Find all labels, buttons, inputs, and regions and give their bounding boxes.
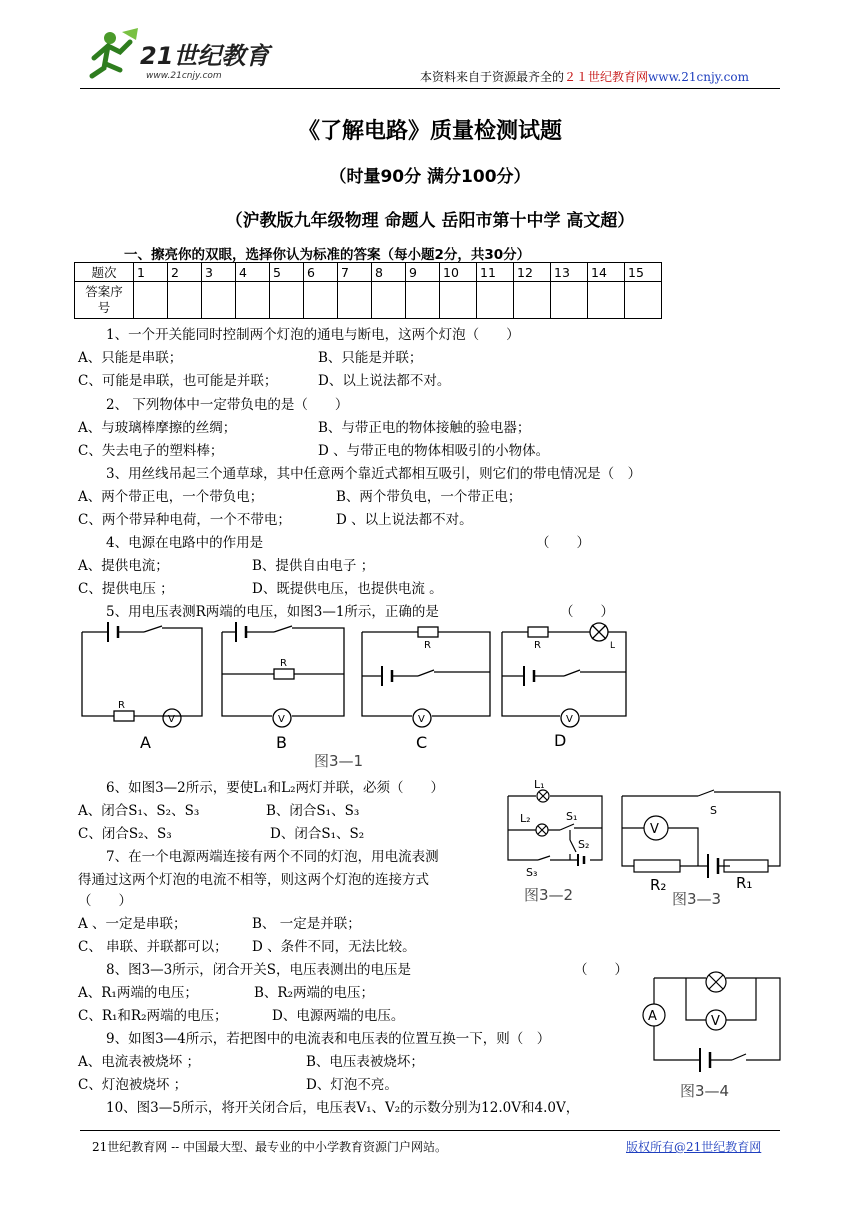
option: C、提供电压 ；	[78, 581, 174, 597]
answer-table-num: 5	[270, 263, 304, 282]
answer-table-num: 8	[372, 263, 406, 282]
meter-label: V	[711, 1014, 720, 1029]
option: A、R₁两端的电压；	[78, 985, 198, 1001]
page-subtitle-time: （时量90分 满分100分）	[329, 167, 531, 187]
question-7-line-1: 7、在一个电源两端连接有两个不同的灯泡，用电流表测	[106, 849, 439, 865]
answer-table-num: 15	[625, 263, 662, 282]
header-divider	[80, 88, 780, 89]
component-label: S₂	[578, 838, 590, 851]
answer-cell[interactable]	[134, 282, 168, 319]
option: D、闭合S₁、S₂	[270, 826, 365, 842]
resistor-icon	[274, 669, 294, 679]
component-label: S₃	[526, 866, 538, 879]
question-9: 9、如图3—4所示，若把图中的电流表和电压表的位置互换一下，则（ ）	[106, 1031, 551, 1047]
component-label: L₂	[520, 812, 531, 825]
meter-label: A	[648, 1009, 657, 1024]
figure-caption: 图3—4	[680, 1082, 730, 1100]
component-label: R₂	[650, 876, 667, 894]
meter-label: V	[650, 822, 659, 837]
option: C、灯泡被烧坏 ；	[78, 1077, 188, 1093]
option: B、提供自由电子 ；	[252, 558, 375, 574]
answer-table-answer-head: 答案序 号	[75, 282, 134, 319]
option: B、只能是并联；	[318, 350, 423, 366]
answer-table-num: 7	[338, 263, 372, 282]
answer-cell[interactable]	[236, 282, 270, 319]
option: D 、条件不同，无法比较。	[252, 939, 416, 955]
question-7-paren: （ ）	[78, 893, 132, 909]
runner-icon	[92, 28, 138, 76]
option: C、 串联、并联都可以；	[78, 939, 228, 955]
answer-table	[74, 262, 662, 319]
footer-copyright-link[interactable]: 版权所有@21世纪教育网	[626, 1140, 762, 1154]
answer-cell[interactable]	[588, 282, 625, 319]
option: A、与玻璃棒摩擦的丝绸；	[78, 420, 237, 436]
source-site-link[interactable]: www.21cnjy.com	[648, 70, 749, 84]
option: B、两个带负电，一个带正电；	[336, 489, 522, 505]
question-3: 3、用丝线吊起三个通草球，其中任意两个靠近式都相互吸引，则它们的带电情况是（ ）	[106, 466, 642, 482]
answer-table-answer-row	[75, 282, 662, 319]
footer-left: 21世纪教育网 -- 中国最大型、最专业的中小学教育资源门户网站。	[92, 1140, 448, 1154]
question-5: 5、用电压表测R两端的电压，如图3—1所示，正确的是	[106, 604, 439, 620]
page-title: 《了解电路》质量检测试题	[297, 119, 562, 144]
answer-table-num: 14	[588, 263, 625, 282]
resistor-icon	[634, 860, 680, 872]
header-source	[420, 68, 749, 85]
footer-divider	[80, 1130, 780, 1131]
question-5-paren: （ ）	[560, 604, 614, 620]
question-7-line-2: 得通过这两个灯泡的电流不相等，则这两个灯泡的连接方式	[78, 872, 429, 888]
component-label: S	[710, 804, 717, 817]
option-label: B	[276, 733, 287, 752]
option: D、电源两端的电压。	[272, 1008, 405, 1024]
figure-caption: 图3—1	[314, 752, 364, 770]
resistor-label: R	[280, 658, 287, 669]
meter-label: V	[418, 714, 425, 725]
answer-table-num: 1	[134, 263, 168, 282]
option: A、两个带正电，一个带负电；	[78, 489, 264, 505]
answer-table-header-row	[75, 263, 662, 282]
resistor-icon	[114, 711, 134, 721]
meter-label: V	[168, 714, 175, 725]
switch-icon	[732, 1054, 746, 1060]
option: C、失去电子的塑料棒；	[78, 443, 224, 459]
answer-table-num: 11	[477, 263, 514, 282]
option: D、以上说法都不对。	[318, 373, 451, 389]
figure-caption: 图3—2	[524, 886, 574, 904]
circuit-a	[82, 622, 202, 727]
answer-cell[interactable]	[406, 282, 440, 319]
resistor-label: R	[534, 640, 541, 651]
answer-cell[interactable]	[551, 282, 588, 319]
answer-cell[interactable]	[338, 282, 372, 319]
option: D、既提供电压，也提供电流 。	[252, 581, 443, 597]
figure-3-3	[616, 784, 786, 910]
source-brand: ２１世纪教育网	[564, 70, 649, 84]
option: A、闭合S₁、S₂、S₃	[78, 803, 200, 819]
option: B、闭合S₁、S₃	[266, 803, 360, 819]
option: C、闭合S₂、S₃	[78, 826, 172, 842]
switch-icon	[570, 840, 576, 852]
figure-caption: 图3—3	[672, 890, 722, 908]
resistor-icon	[418, 627, 438, 637]
answer-table-num: 9	[406, 263, 440, 282]
option-label: D	[554, 731, 567, 750]
answer-cell[interactable]	[168, 282, 202, 319]
section-heading: 一、擦亮你的双眼，选择你认为标准的答案（每小题2分，共30分）	[124, 247, 531, 263]
answer-table-num: 6	[304, 263, 338, 282]
answer-cell[interactable]	[514, 282, 551, 319]
component-label: L₁	[534, 778, 545, 791]
switch-icon	[560, 824, 574, 830]
figure-3-4	[630, 964, 790, 1108]
option: C、两个带异种电荷，一个不带电；	[78, 512, 291, 528]
figure-3-1	[78, 616, 638, 776]
answer-cell[interactable]	[477, 282, 514, 319]
meter-label: V	[566, 714, 573, 725]
answer-table-num: 2	[168, 263, 202, 282]
resistor-icon	[528, 627, 548, 637]
circuit-b	[222, 622, 344, 727]
answer-cell[interactable]	[625, 282, 662, 319]
meter-label: V	[278, 714, 285, 725]
option: A、提供电流；	[78, 558, 169, 574]
option: D 、与带正电的物体相吸引的小物体。	[318, 443, 550, 459]
option: D、灯泡不亮。	[306, 1077, 398, 1093]
resistor-label: R	[424, 640, 431, 651]
option-label: A	[140, 733, 151, 752]
resistor-label: R	[118, 700, 125, 711]
logo-text: 21世纪教育	[140, 42, 270, 70]
question-10: 10、图3—5所示，将开关闭合后，电压表V₁、V₂的示数分别为12.0V和4.0V，	[106, 1100, 580, 1116]
figure-3-2	[498, 776, 616, 910]
answer-table-head: 题次	[75, 263, 134, 282]
site-logo	[86, 24, 286, 86]
option: B、与带正电的物体接触的验电器；	[318, 420, 531, 436]
question-8-paren: （ ）	[574, 962, 628, 978]
resistor-icon	[724, 860, 768, 872]
question-2: 2、 下列物体中一定带负电的是（ ）	[106, 397, 349, 413]
logo-url: www.21cnjy.com	[146, 71, 222, 81]
switch-icon	[698, 790, 714, 796]
answer-cell[interactable]	[372, 282, 406, 319]
page-subtitle-author: （沪教版九年级物理 命题人 岳阳市第十中学 高文超）	[225, 211, 635, 231]
answer-table-num: 10	[440, 263, 477, 282]
option: C、R₁和R₂两端的电压；	[78, 1008, 228, 1024]
component-label: R₁	[736, 874, 753, 892]
option-label: C	[416, 733, 428, 752]
question-8: 8、图3—3所示，闭合开关S，电压表测出的电压是	[106, 962, 412, 978]
option: D 、以上说法都不对。	[336, 512, 473, 528]
answer-table-num: 12	[514, 263, 551, 282]
answer-table-num: 13	[551, 263, 588, 282]
question-4-paren: （ ）	[536, 535, 590, 551]
lamp-label: L	[610, 641, 616, 651]
question-1: 1、一个开关能同时控制两个灯泡的通电与断电，这两个灯泡（ ）	[106, 327, 520, 343]
option: A、电流表被烧坏 ；	[78, 1054, 201, 1070]
answer-cell[interactable]	[270, 282, 304, 319]
option: C、可能是串联，也可能是并联；	[78, 373, 278, 389]
answer-cell[interactable]	[440, 282, 477, 319]
option: A 、一定是串联；	[78, 916, 187, 932]
option: B、 一定是并联；	[252, 916, 361, 932]
question-6: 6、如图3—2所示，要使L₁和L₂两灯并联，必须（ ）	[106, 780, 445, 796]
option: A、只能是串联；	[78, 350, 183, 366]
option: B、R₂两端的电压；	[254, 985, 374, 1001]
answer-table-num: 4	[236, 263, 270, 282]
circuit-d	[502, 623, 626, 727]
option: B、电压表被烧坏；	[306, 1054, 424, 1070]
answer-cell[interactable]	[202, 282, 236, 319]
switch-icon	[538, 856, 550, 860]
answer-table-num: 3	[202, 263, 236, 282]
answer-cell[interactable]	[304, 282, 338, 319]
source-prefix: 本资料来自于资源最齐全的	[420, 70, 565, 84]
component-label: S₁	[566, 810, 578, 823]
question-4: 4、电源在电路中的作用是	[106, 535, 264, 551]
